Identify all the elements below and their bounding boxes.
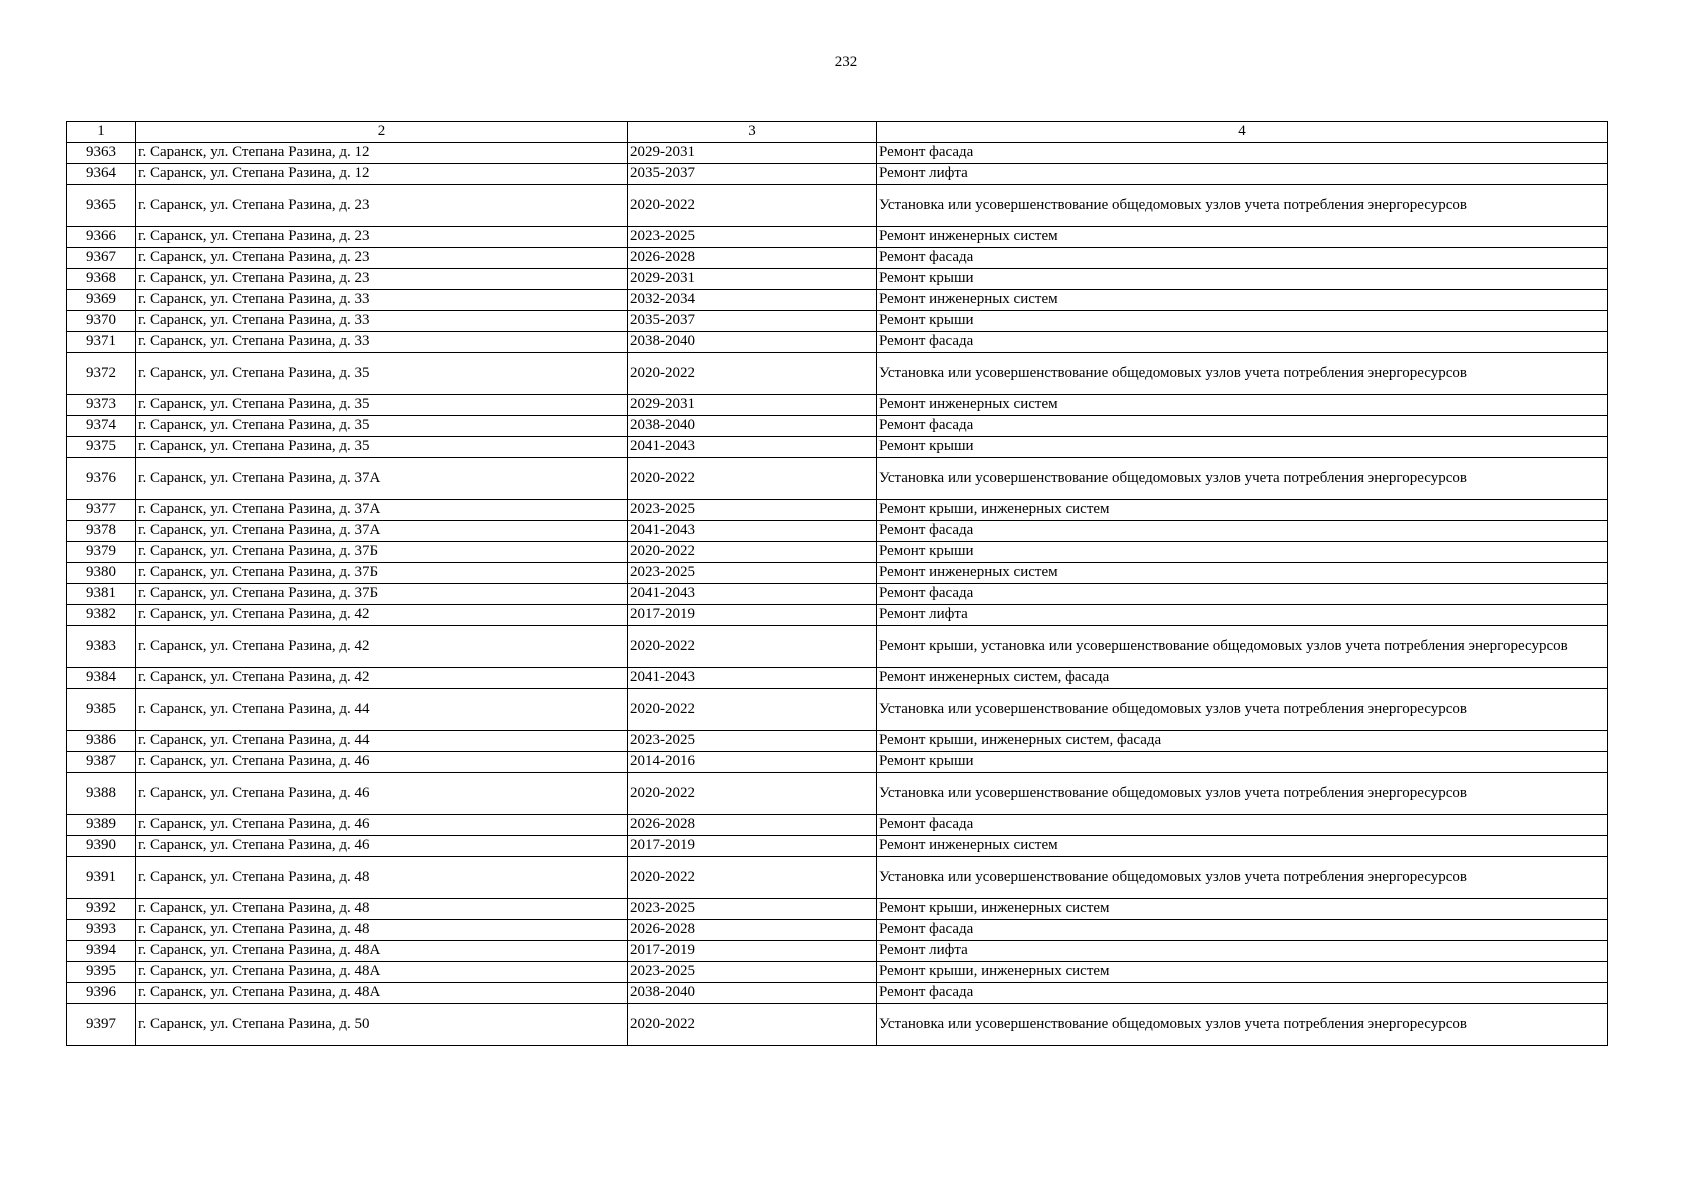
row-number: 9381 (67, 584, 136, 605)
row-work-type: Ремонт крыши, инженерных систем (877, 962, 1608, 983)
row-address: г. Саранск, ул. Степана Разина, д. 37А (136, 458, 628, 500)
row-work-type: Ремонт фасада (877, 584, 1608, 605)
row-number: 9395 (67, 962, 136, 983)
row-number: 9386 (67, 731, 136, 752)
row-address: г. Саранск, ул. Степана Разина, д. 37А (136, 500, 628, 521)
row-period: 2020-2022 (628, 458, 877, 500)
column-header-work: 4 (877, 122, 1608, 143)
column-header-number: 1 (67, 122, 136, 143)
table-row (67, 899, 1608, 920)
row-period: 2038-2040 (628, 332, 877, 353)
row-number: 9389 (67, 815, 136, 836)
row-period: 2023-2025 (628, 899, 877, 920)
row-period: 2041-2043 (628, 437, 877, 458)
table-row (67, 1004, 1608, 1046)
row-address: г. Саранск, ул. Степана Разина, д. 35 (136, 437, 628, 458)
row-number: 9382 (67, 605, 136, 626)
table-row (67, 668, 1608, 689)
row-period: 2029-2031 (628, 269, 877, 290)
row-number: 9383 (67, 626, 136, 668)
row-period: 2023-2025 (628, 563, 877, 584)
row-period: 2023-2025 (628, 500, 877, 521)
row-address: г. Саранск, ул. Степана Разина, д. 33 (136, 311, 628, 332)
row-address: г. Саранск, ул. Степана Разина, д. 48А (136, 941, 628, 962)
row-work-type: Ремонт лифта (877, 941, 1608, 962)
table-row (67, 311, 1608, 332)
row-number: 9367 (67, 248, 136, 269)
row-period: 2035-2037 (628, 311, 877, 332)
row-address: г. Саранск, ул. Степана Разина, д. 48А (136, 962, 628, 983)
row-address: г. Саранск, ул. Степана Разина, д. 12 (136, 164, 628, 185)
row-number: 9394 (67, 941, 136, 962)
table-row (67, 626, 1608, 668)
row-address: г. Саранск, ул. Степана Разина, д. 50 (136, 1004, 628, 1046)
row-number: 9375 (67, 437, 136, 458)
row-work-type: Ремонт инженерных систем (877, 395, 1608, 416)
row-number: 9374 (67, 416, 136, 437)
row-period: 2020-2022 (628, 773, 877, 815)
row-number: 9380 (67, 563, 136, 584)
row-address: г. Саранск, ул. Степана Разина, д. 12 (136, 143, 628, 164)
row-address: г. Саранск, ул. Степана Разина, д. 37Б (136, 563, 628, 584)
row-address: г. Саранск, ул. Степана Разина, д. 35 (136, 416, 628, 437)
table-row (67, 269, 1608, 290)
row-work-type: Ремонт инженерных систем (877, 290, 1608, 311)
row-address: г. Саранск, ул. Степана Разина, д. 35 (136, 395, 628, 416)
row-number: 9379 (67, 542, 136, 563)
row-address: г. Саранск, ул. Степана Разина, д. 46 (136, 752, 628, 773)
row-work-type: Ремонт лифта (877, 605, 1608, 626)
row-work-type: Установка или усовершенствование общедомовых узлов учета потребления энергоресурсов (877, 857, 1608, 899)
row-period: 2041-2043 (628, 584, 877, 605)
row-number: 9396 (67, 983, 136, 1004)
row-number: 9384 (67, 668, 136, 689)
row-period: 2026-2028 (628, 248, 877, 269)
row-work-type: Установка или усовершенствование общедомовых узлов учета потребления энергоресурсов (877, 1004, 1608, 1046)
row-period: 2041-2043 (628, 668, 877, 689)
table-row (67, 815, 1608, 836)
row-period: 2029-2031 (628, 395, 877, 416)
row-number: 9370 (67, 311, 136, 332)
table-row (67, 143, 1608, 164)
page-number: 232 (834, 54, 858, 70)
row-address: г. Саранск, ул. Степана Разина, д. 42 (136, 605, 628, 626)
row-work-type: Ремонт крыши (877, 269, 1608, 290)
table-row (67, 521, 1608, 542)
table-row (67, 542, 1608, 563)
row-period: 2020-2022 (628, 542, 877, 563)
row-period: 2032-2034 (628, 290, 877, 311)
row-period: 2020-2022 (628, 857, 877, 899)
table-row (67, 752, 1608, 773)
row-work-type: Ремонт крыши (877, 542, 1608, 563)
row-number: 9376 (67, 458, 136, 500)
row-work-type: Ремонт крыши (877, 437, 1608, 458)
row-number: 9391 (67, 857, 136, 899)
row-period: 2038-2040 (628, 416, 877, 437)
row-address: г. Саранск, ул. Степана Разина, д. 37Б (136, 542, 628, 563)
row-address: г. Саранск, ул. Степана Разина, д. 46 (136, 815, 628, 836)
row-period: 2023-2025 (628, 227, 877, 248)
row-period: 2026-2028 (628, 815, 877, 836)
row-period: 2038-2040 (628, 983, 877, 1004)
column-header-address: 2 (136, 122, 628, 143)
row-work-type: Ремонт инженерных систем (877, 836, 1608, 857)
table-row (67, 857, 1608, 899)
row-address: г. Саранск, ул. Степана Разина, д. 37А (136, 521, 628, 542)
row-address: г. Саранск, ул. Степана Разина, д. 48 (136, 857, 628, 899)
row-work-type: Ремонт фасада (877, 815, 1608, 836)
row-number: 9368 (67, 269, 136, 290)
table-row (67, 332, 1608, 353)
row-address: г. Саранск, ул. Степана Разина, д. 33 (136, 332, 628, 353)
row-period: 2017-2019 (628, 941, 877, 962)
table-row (67, 353, 1608, 395)
table-row (67, 227, 1608, 248)
row-work-type: Ремонт фасада (877, 143, 1608, 164)
table-row (67, 689, 1608, 731)
row-number: 9365 (67, 185, 136, 227)
column-header-period: 3 (628, 122, 877, 143)
table-row (67, 920, 1608, 941)
row-period: 2029-2031 (628, 143, 877, 164)
row-number: 9363 (67, 143, 136, 164)
row-address: г. Саранск, ул. Степана Разина, д. 23 (136, 227, 628, 248)
row-work-type: Ремонт инженерных систем (877, 563, 1608, 584)
table-row (67, 773, 1608, 815)
row-address: г. Саранск, ул. Степана Разина, д. 33 (136, 290, 628, 311)
row-work-type: Установка или усовершенствование общедомовых узлов учета потребления энергоресурсов (877, 353, 1608, 395)
row-work-type: Ремонт крыши (877, 752, 1608, 773)
row-address: г. Саранск, ул. Степана Разина, д. 37Б (136, 584, 628, 605)
row-work-type: Ремонт крыши, инженерных систем, фасада (877, 731, 1608, 752)
table-row (67, 164, 1608, 185)
row-work-type: Ремонт крыши (877, 311, 1608, 332)
row-period: 2017-2019 (628, 605, 877, 626)
table-row (67, 605, 1608, 626)
row-work-type: Ремонт крыши, инженерных систем (877, 500, 1608, 521)
row-address: г. Саранск, ул. Степана Разина, д. 42 (136, 668, 628, 689)
row-period: 2020-2022 (628, 185, 877, 227)
row-number: 9388 (67, 773, 136, 815)
row-address: г. Саранск, ул. Степана Разина, д. 48 (136, 920, 628, 941)
row-number: 9371 (67, 332, 136, 353)
row-period: 2017-2019 (628, 836, 877, 857)
repair-schedule-table (66, 121, 1608, 1046)
table-row (67, 416, 1608, 437)
row-address: г. Саранск, ул. Степана Разина, д. 23 (136, 248, 628, 269)
table-row (67, 962, 1608, 983)
row-number: 9369 (67, 290, 136, 311)
row-work-type: Ремонт крыши, установка или усовершенствование общедомовых узлов учета потребления энергоресурсов (877, 626, 1608, 668)
row-period: 2023-2025 (628, 962, 877, 983)
row-work-type: Установка или усовершенствование общедомовых узлов учета потребления энергоресурсов (877, 773, 1608, 815)
row-work-type: Ремонт фасада (877, 920, 1608, 941)
row-number: 9397 (67, 1004, 136, 1046)
table-row (67, 731, 1608, 752)
row-address: г. Саранск, ул. Степана Разина, д. 23 (136, 185, 628, 227)
row-work-type: Ремонт фасада (877, 332, 1608, 353)
row-number: 9364 (67, 164, 136, 185)
table-row (67, 941, 1608, 962)
row-number: 9378 (67, 521, 136, 542)
row-work-type: Ремонт фасада (877, 521, 1608, 542)
table-row (67, 290, 1608, 311)
table-row (67, 395, 1608, 416)
row-period: 2026-2028 (628, 920, 877, 941)
table-row (67, 584, 1608, 605)
row-address: г. Саранск, ул. Степана Разина, д. 44 (136, 689, 628, 731)
row-work-type: Ремонт фасада (877, 983, 1608, 1004)
row-work-type: Установка или усовершенствование общедомовых узлов учета потребления энергоресурсов (877, 689, 1608, 731)
table-row (67, 437, 1608, 458)
row-work-type: Ремонт инженерных систем (877, 227, 1608, 248)
row-number: 9366 (67, 227, 136, 248)
row-number: 9385 (67, 689, 136, 731)
row-period: 2035-2037 (628, 164, 877, 185)
row-work-type: Ремонт инженерных систем, фасада (877, 668, 1608, 689)
row-period: 2041-2043 (628, 521, 877, 542)
row-number: 9387 (67, 752, 136, 773)
row-number: 9393 (67, 920, 136, 941)
row-address: г. Саранск, ул. Степана Разина, д. 48 (136, 899, 628, 920)
table-header-row (67, 122, 1608, 143)
row-address: г. Саранск, ул. Степана Разина, д. 46 (136, 773, 628, 815)
table-row (67, 458, 1608, 500)
row-work-type: Установка или усовершенствование общедомовых узлов учета потребления энергоресурсов (877, 185, 1608, 227)
row-address: г. Саранск, ул. Степана Разина, д. 42 (136, 626, 628, 668)
row-number: 9390 (67, 836, 136, 857)
row-work-type: Ремонт лифта (877, 164, 1608, 185)
table-row (67, 185, 1608, 227)
table-row (67, 836, 1608, 857)
row-number: 9377 (67, 500, 136, 521)
row-period: 2020-2022 (628, 689, 877, 731)
row-period: 2020-2022 (628, 353, 877, 395)
row-work-type: Ремонт фасада (877, 416, 1608, 437)
table-row (67, 500, 1608, 521)
row-number: 9373 (67, 395, 136, 416)
row-period: 2020-2022 (628, 626, 877, 668)
row-work-type: Ремонт крыши, инженерных систем (877, 899, 1608, 920)
row-number: 9392 (67, 899, 136, 920)
table-row (67, 248, 1608, 269)
row-address: г. Саранск, ул. Степана Разина, д. 44 (136, 731, 628, 752)
row-period: 2023-2025 (628, 731, 877, 752)
row-period: 2014-2016 (628, 752, 877, 773)
row-address: г. Саранск, ул. Степана Разина, д. 48А (136, 983, 628, 1004)
table-row (67, 983, 1608, 1004)
row-period: 2020-2022 (628, 1004, 877, 1046)
row-address: г. Саранск, ул. Степана Разина, д. 46 (136, 836, 628, 857)
table-row (67, 563, 1608, 584)
row-work-type: Ремонт фасада (877, 248, 1608, 269)
row-address: г. Саранск, ул. Степана Разина, д. 35 (136, 353, 628, 395)
row-number: 9372 (67, 353, 136, 395)
row-work-type: Установка или усовершенствование общедомовых узлов учета потребления энергоресурсов (877, 458, 1608, 500)
table-body (67, 143, 1608, 1046)
row-address: г. Саранск, ул. Степана Разина, д. 23 (136, 269, 628, 290)
